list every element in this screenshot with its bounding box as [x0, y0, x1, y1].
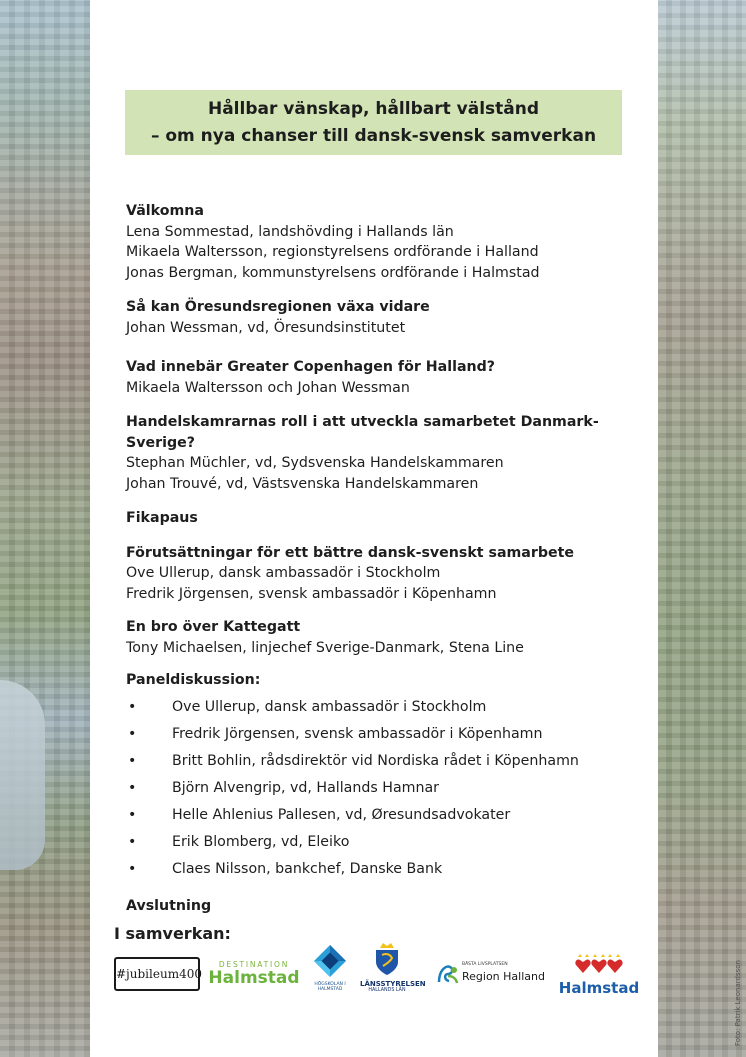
destination-halmstad-logo: [208, 960, 300, 987]
program-item-forutsattningar: [126, 543, 646, 605]
program-item-greater-copenhagen: [126, 357, 646, 398]
panel-member-name: Ove Ullerup, dansk ambassadör i Stockholm: [172, 698, 487, 715]
item-line: Jonas Bergman, kommunstyrelsens ordförande i Halmstad: [126, 264, 540, 281]
lansstyrelsen-logo: [360, 942, 426, 994]
bullet-icon: •: [128, 698, 137, 715]
title-line-2: – om nya chanser till dansk-svensk samverkan: [150, 126, 597, 146]
hearts-crown-icon: [574, 954, 624, 974]
panel-member-name: Fredrik Jörgensen, svensk ambassadör i Köpenhamn: [172, 725, 543, 742]
program-page: [90, 0, 658, 1057]
item-line: Johan Trouvé, vd, Västsvenska Handelskammaren: [126, 475, 479, 492]
program-item-handelskamrar: [126, 412, 646, 494]
hogskolan-emblem-icon: [313, 944, 347, 978]
lansstyrelsen-name: LÄNSSTYRELSEN: [360, 980, 426, 988]
title-line-1: Hållbar vänskap, hållbart välstånd: [207, 99, 540, 119]
photo-credit: Foto: Patrik Leonardsson: [734, 960, 742, 1047]
panel-heading: Paneldiskussion:: [126, 672, 261, 688]
program-item-closing: [126, 896, 646, 917]
bullet-icon: •: [128, 752, 137, 769]
item-heading: Så kan Öresundsregionen växa vidare: [126, 299, 430, 315]
panel-member: [126, 724, 646, 751]
region-halland-name: Region Halland: [462, 970, 545, 983]
item-line: Fredrik Jörgensen, svensk ambassadör i Köpenhamn: [126, 585, 497, 602]
item-line: Johan Wessman, vd, Öresundsinstitutet: [126, 319, 406, 336]
region-halland-tagline: BÄSTA LIVSPLATSEN: [462, 962, 508, 967]
coat-of-arms-icon: [372, 942, 402, 976]
item-line: Tony Michaelsen, linjechef Sverige-Danmark, Stena Line: [126, 639, 524, 656]
panel-member-name: Claes Nilsson, bankchef, Danske Bank: [172, 860, 443, 877]
item-heading: Fikapaus: [126, 510, 198, 526]
panel-member-name: Britt Bohlin, rådsdirektör vid Nordiska rådet i Köpenhamn: [172, 752, 579, 769]
lansstyrelsen-sub: HALLANDS LÄN: [368, 988, 406, 993]
program-item-kattegatt: [126, 617, 646, 658]
collaboration-title: I samverkan:: [114, 924, 231, 943]
panel-member: [126, 778, 646, 805]
halmstad-name: Halmstad: [558, 979, 640, 997]
panel-member: [126, 751, 646, 778]
background-photo-left: [0, 0, 90, 1057]
item-heading: Förutsättningar för ett bättre dansk-svenskt samarbete: [126, 544, 575, 561]
background-photo-right: [658, 0, 746, 1057]
partner-logos: [114, 942, 644, 1002]
program-item-fikapaus: [126, 508, 646, 529]
panel-list: [126, 697, 646, 886]
panel-member-name: Erik Blomberg, vd, Eleiko: [172, 833, 350, 850]
panel-member: [126, 697, 646, 724]
panel-member: [126, 832, 646, 859]
region-halland-mark-icon: [436, 962, 460, 986]
halmstad-logo: [558, 954, 640, 997]
panel-member-name: Björn Alvengrip, vd, Hallands Hamnar: [172, 779, 439, 796]
hogskolan-name: HÖGSKOLAN I HALMSTAD: [314, 982, 346, 992]
panel-member: [126, 805, 646, 832]
item-line: Ove Ullerup, dansk ambassadör i Stockholm: [126, 565, 441, 581]
river-shape: [0, 680, 45, 870]
bullet-icon: •: [128, 833, 137, 850]
panel-member-name: Helle Ahlenius Pallesen, vd, Øresundsadvokater: [172, 806, 511, 823]
hogskolan-logo: [312, 944, 348, 992]
item-heading: Handelskamrarnas roll i att utveckla samarbetet Danmark-Sverige?: [126, 414, 599, 451]
item-line: Stephan Müchler, vd, Sydsvenska Handelskammaren: [126, 455, 504, 471]
program-item-welcome: [126, 201, 646, 283]
destination-name: Halmstad: [208, 968, 300, 988]
item-heading: En bro över Kattegatt: [126, 619, 301, 635]
panel-member: [126, 859, 646, 886]
bullet-icon: •: [128, 806, 137, 823]
title-banner: [125, 90, 622, 155]
program-item-oresund: [126, 297, 646, 338]
item-line: Lena Sommestad, landshövding i Hallands län: [126, 223, 454, 240]
bullet-icon: •: [128, 725, 137, 742]
bullet-icon: •: [128, 779, 137, 796]
bullet-icon: •: [128, 860, 137, 877]
item-line: Mikaela Waltersson, regionstyrelsens ordförande i Halland: [126, 244, 539, 260]
item-heading: Vad innebär Greater Copenhagen för Halland?: [126, 359, 496, 375]
program-item-panel: [126, 670, 646, 886]
jubileum-logo: #jubileum400: [114, 957, 200, 991]
item-line: Mikaela Waltersson och Johan Wessman: [126, 379, 410, 396]
item-heading: Avslutning: [126, 897, 212, 914]
destination-label: DESTINATION: [218, 960, 290, 969]
program-list: [126, 201, 646, 916]
item-heading: Välkomna: [126, 203, 204, 219]
